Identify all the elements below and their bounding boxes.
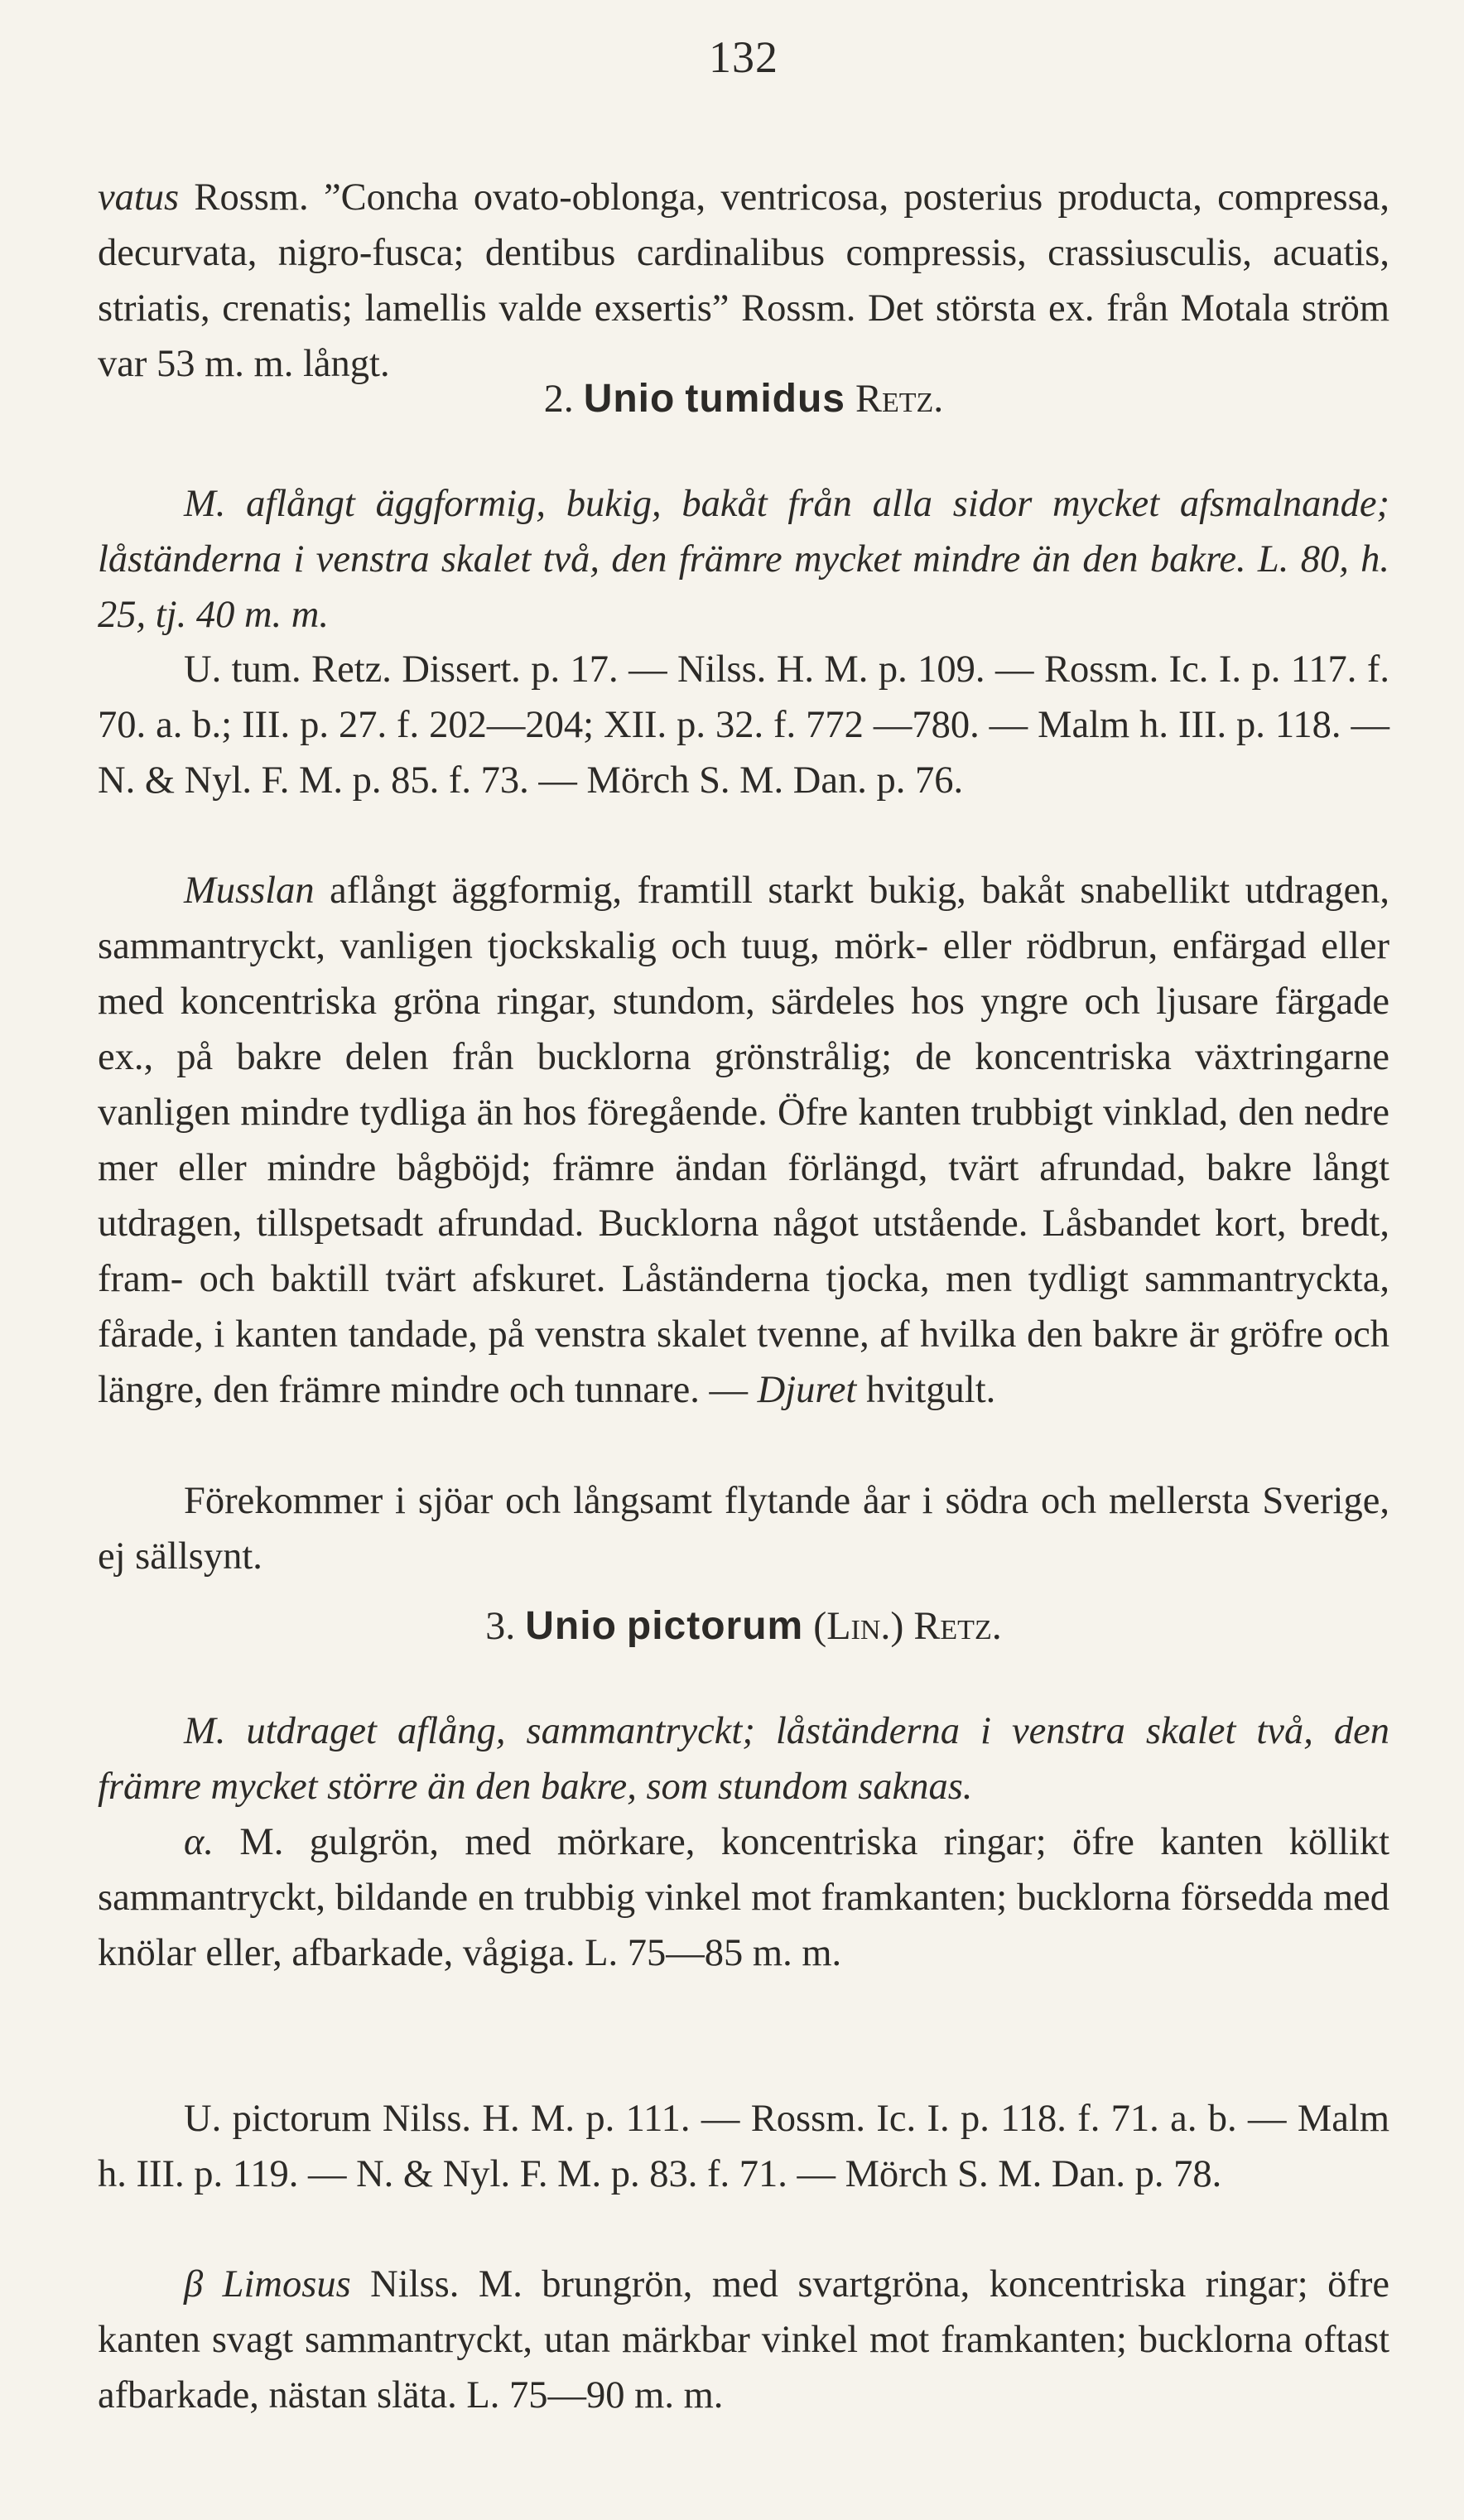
diagnosis-text: M. utdraget aflång, sammantryckt; låständerna i venstra skalet två, den främre mycket större än den bakre, som stundom saknas. bbox=[98, 1709, 1389, 1808]
tumidus-diagnosis bbox=[98, 476, 1389, 643]
description-text: aflångt äggformig, framtill starkt bukig, bakåt snabellikt utdragen, sammantryckt, vanligen tjockskalig och tuug, mörk- eller rödbrun, enfärgad eller med koncentriska gröna ringar, stundom, särdeles hos yngre och ljusare färgade ex., på bakre delen från bucklorna grönstrålig; de koncentriska växtringarne vanligen mindre tydliga än hos föregående. Öfre kanten trubbigt vinklad, den nedre mer eller mindre bågböjd; främre ändan förlängd, tvärt afrundad, bakre långt utdragen, tillspetsadt afrundad. Bucklorna något utstående. Låsbandet kort, bredt, fram- och baktill tvärt afskuret. Låständerna tjocka, men tydligt sammantryckta, fårade, i kanten tandade, på venstra skalet tvenne, af hvilka den bakre är gröfre och längre, den främre mindre och tunnare. — bbox=[98, 869, 1389, 1411]
pictorum-references bbox=[98, 2091, 1389, 2202]
page-number: 132 bbox=[709, 32, 778, 82]
species-heading-pictorum bbox=[98, 1602, 1389, 1651]
pictorum-variety-alpha bbox=[98, 1814, 1389, 1981]
tumidus-references bbox=[98, 642, 1389, 808]
tumidus-description bbox=[98, 863, 1389, 1418]
references-text: U. pictorum Nilss. H. M. p. 111. — Rossm. Ic. I. p. 118. f. 71. a. b. — Malm h. III. p. 119. — N. & Nyl. F. M. p. 83. f. 71. — Mörch S. M. Dan. p. 78. bbox=[98, 2097, 1389, 2195]
genus-name: Unio bbox=[583, 377, 676, 421]
beta-text: Nilss. M. brungrön, med svartgröna, koncentriska ringar; öfre kanten svagt sammantryckt, utan märkbar vinkel mot framkanten; bucklorna oftast afbarkade, nästan släta. L. 75—90 m. m. bbox=[98, 2262, 1390, 2416]
species-epithet: pictorum bbox=[626, 1604, 804, 1648]
species-epithet: tumidus bbox=[685, 377, 845, 421]
species-author: Retz. bbox=[855, 377, 944, 421]
intro-lead: vatus bbox=[98, 176, 180, 219]
species-author: (Lin.) Retz. bbox=[813, 1604, 1002, 1648]
intro-paragraph bbox=[98, 170, 1389, 392]
alpha-text: M. gulgrön, med mörkare, koncentriska ringar; öfre kanten köllikt sammantryckt, bildande en trubbig vinkel mot framkanten; bucklorna försedda med knölar eller, afbarkade, vågiga. L. 75—85 m. m. bbox=[98, 1820, 1389, 1974]
description-lead: Musslan bbox=[184, 869, 315, 912]
occurrence-text: Förekommer i sjöar och långsamt flytande åar i södra och mellersta Sverige, ej sällsynt. bbox=[98, 1479, 1389, 1578]
species-number: 2. bbox=[543, 377, 574, 421]
animal-text: hvitgult. bbox=[856, 1368, 996, 1411]
pictorum-variety-beta bbox=[98, 2257, 1389, 2423]
genus-name: Unio bbox=[525, 1604, 617, 1648]
references-text: U. tum. Retz. Dissert. p. 17. — Nilss. H. M. p. 109. — Rossm. Ic. I. p. 117. f. 70. a. b.; III. p. 27. f. 202—204; XII. p. 32. f. 772 —780. — Malm h. III. p. 118. — N. & Nyl. F. M. p. 85. f. 73. — Mörch S. M. Dan. p. 76. bbox=[98, 648, 1389, 802]
beta-lead: β Limosus bbox=[184, 2262, 351, 2306]
animal-lead: Djuret bbox=[757, 1368, 857, 1411]
intro-text: Rossm. ”Concha ovato-oblonga, ventricosa, posterius producta, compressa, decurvata, nigro-fusca; dentibus cardinalibus compressis, crassiusculis, acuatis, striatis, crenatis; lamellis valde exsertis” Rossm. Det största ex. från Motala ström var 53 m. m. långt. bbox=[98, 176, 1389, 385]
species-heading-tumidus bbox=[98, 374, 1389, 424]
tumidus-occurrence bbox=[98, 1473, 1389, 1584]
alpha-lead: α. bbox=[184, 1820, 214, 1863]
species-number: 3. bbox=[485, 1604, 516, 1648]
diagnosis-text: M. aflångt äggformig, bukig, bakåt från alla sidor mycket afsmalnande; låständerna i venstra skalet två, den främre mycket mindre än den bakre. L. 80, h. 25, tj. 40 m. m. bbox=[98, 482, 1389, 636]
pictorum-diagnosis bbox=[98, 1703, 1389, 1814]
